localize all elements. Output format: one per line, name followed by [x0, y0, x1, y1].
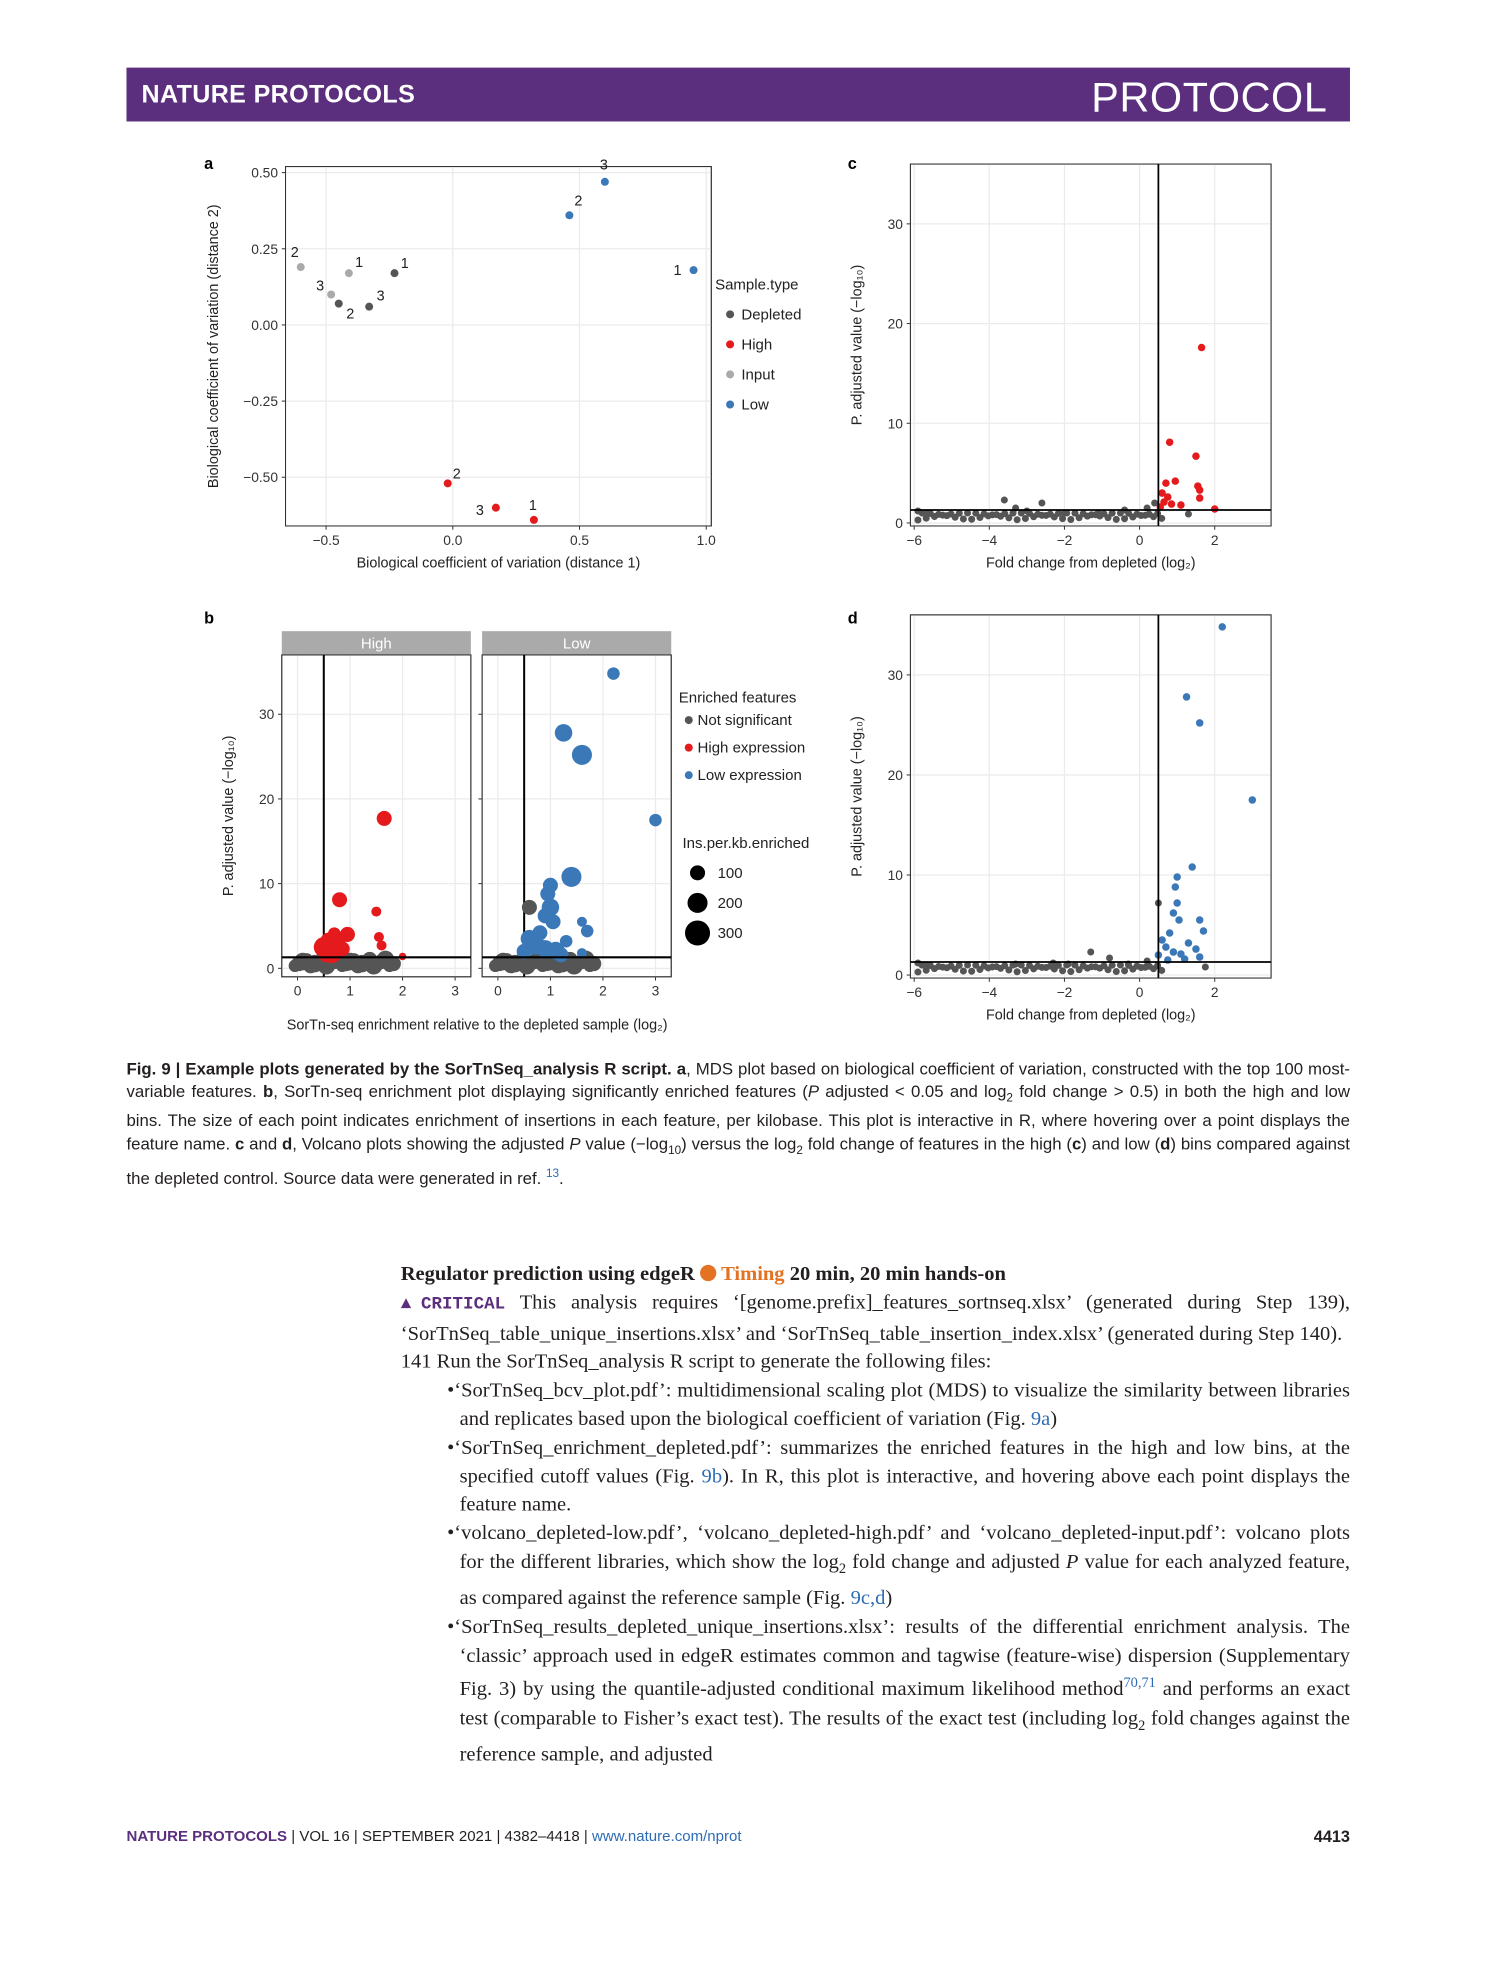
x-tick-label: −6	[906, 984, 923, 1000]
point-low-expression	[607, 667, 620, 680]
bullet-volcano	[401, 1519, 1350, 1613]
caption-b-text3: fold change > 0.5) in both the high and low bins. The size of each point indicates enrichment of insertions in each feature, per kilobase. This plot is interactive in R, where hovering over a point displays the feature name.	[126, 1082, 1350, 1154]
bullet3-mid: fold change and adjusted	[846, 1549, 1066, 1573]
point-significant	[1172, 477, 1180, 485]
point-not-significant	[1185, 510, 1192, 517]
legend-swatch-high	[726, 340, 734, 348]
x-axis-label: Fold change from depleted (log₂)	[985, 1007, 1196, 1024]
point-not-significant	[968, 516, 975, 523]
x-tick-label: 2	[398, 983, 407, 999]
y-tick-label: −0.25	[243, 394, 279, 410]
point-not-significant	[1087, 949, 1094, 956]
mds-point-depleted-2	[335, 300, 343, 308]
critical-text: This analysis requires ‘[genome.prefix]_features_sortnseq.xlsx’ (generated during Step 139), ‘SorTnSeq_table_unique_insertions.xlsx’ and ‘SorTnSeq_table_insertion_index.xlsx’ (generated during Step 140).	[400, 1289, 1350, 1345]
footer-details: | VOL 16 | SEPTEMBER 2021 | 4382–4418 |	[287, 1827, 593, 1845]
mds-point-low-1	[690, 266, 698, 274]
mds-point-label: 2	[574, 193, 583, 210]
legend-title: Sample.type	[715, 276, 799, 294]
legend-label: High expression	[697, 739, 806, 757]
x-tick-label: 2	[1210, 984, 1219, 1000]
caption-cd-text5: ) and low (	[1081, 1134, 1161, 1154]
bullet3-text: •‘volcano_depleted-low.pdf’, ‘volcano_depleted-high.pdf’ and ‘volcano_depleted-input.pdf’: volcano plots for the different libraries, which show the log	[447, 1520, 1350, 1573]
point-significant	[1162, 943, 1170, 951]
caption-a-label: a	[676, 1059, 687, 1079]
legend-label-high: High	[741, 336, 773, 354]
section-title: Regulator prediction using edgeR	[400, 1261, 695, 1285]
point-significant	[1211, 505, 1219, 513]
bullet3-end: )	[885, 1585, 893, 1610]
step-141: 141 Run the SorTnSeq_analysis R script to generate the following files:	[400, 1349, 992, 1374]
point-significant	[1249, 796, 1257, 804]
caption-b-text2: adjusted < 0.05 and log	[819, 1082, 1007, 1102]
article-type: PROTOCOL	[1091, 73, 1328, 121]
point-significant	[1196, 486, 1204, 494]
mds-point-high-3	[492, 504, 500, 512]
point-not-significant	[914, 516, 921, 523]
ref-70-71-link[interactable]: 70,71	[1123, 1676, 1156, 1692]
y-tick-label: 20	[887, 316, 903, 332]
point-not-significant	[1023, 508, 1030, 515]
y-tick-label: 0	[266, 961, 275, 977]
timing-value: 20 min, 20 min hands-on	[789, 1261, 1006, 1285]
point-significant	[1192, 945, 1200, 953]
x-tick-label: 3	[651, 983, 660, 999]
legend-title: Enriched features	[678, 689, 797, 707]
plot-area	[910, 164, 1271, 526]
body-text	[401, 1260, 1350, 1769]
point-low-expression	[572, 745, 592, 765]
size-legend-swatch	[690, 865, 705, 880]
bullet3-mid2: value for each analyzed feature, as compared against the reference sample (Fig.	[459, 1549, 1350, 1610]
point-not-significant	[1158, 515, 1165, 522]
point-significant	[1175, 916, 1183, 924]
x-tick-label: −0.5	[312, 532, 340, 548]
volcano-plot-panel-d	[850, 615, 1272, 1023]
point-significant	[1168, 500, 1176, 508]
fig-9a-link[interactable]: 9a	[1030, 1406, 1051, 1431]
figure-caption	[126, 1058, 1349, 1191]
point-not-significant	[1158, 967, 1165, 974]
point-high-expression	[377, 811, 392, 826]
x-tick-label: 1	[346, 983, 354, 999]
bullet1-text: •‘SorTnSeq_bcv_plot.pdf’: multidimensional scaling plot (MDS) to visualize the similarity between libraries and replicates based upon the biological coefficient of variation (Fig.	[447, 1377, 1350, 1431]
y-tick-label: 0.50	[251, 165, 279, 181]
plot-area	[282, 655, 471, 977]
y-axis-label: P. adjusted value (−log₁₀)	[220, 735, 237, 897]
point-significant	[1196, 953, 1204, 961]
point-not-significant	[522, 900, 537, 915]
x-tick-label: −6	[906, 532, 923, 548]
y-tick-label: 30	[887, 216, 903, 232]
mds-point-input-2	[297, 263, 305, 271]
x-tick-label: 0	[1135, 984, 1144, 1000]
size-legend-swatch	[685, 920, 710, 945]
enrichment-plot-panel-b	[221, 631, 809, 1033]
legend-label-depleted: Depleted	[741, 306, 802, 324]
point-low-expression	[581, 925, 594, 938]
legend-label: Low expression	[697, 767, 802, 785]
mds-point-label: 2	[452, 466, 461, 483]
point-not-significant	[1001, 497, 1008, 504]
mds-point-label: 2	[290, 245, 299, 262]
bullet2-text: •‘SorTnSeq_enrichment_depleted.pdf’: summarizes the enriched features in the high and low bins, at the specified cutoff values (Fig.	[447, 1434, 1350, 1488]
mds-point-depleted-1	[390, 269, 398, 277]
legend-label-input: Input	[741, 366, 775, 384]
volcano-plot-panel-c	[850, 164, 1272, 571]
point-low-expression	[546, 914, 561, 929]
size-legend-label: 300	[717, 924, 743, 942]
point-significant	[1166, 929, 1174, 937]
y-tick-label: 20	[887, 767, 903, 783]
bullet4-sub: 2	[1138, 1718, 1146, 1734]
caption-c-label: c	[235, 1134, 245, 1154]
facet-strip-label: Low	[562, 635, 591, 653]
footer-journal: NATURE PROTOCOLS	[126, 1827, 288, 1845]
y-axis-label: P. adjusted value (−log₁₀)	[849, 716, 866, 877]
critical-note	[401, 1288, 1350, 1348]
critical-label: ▲CRITICAL	[400, 1294, 506, 1315]
caption-cd-text1: , Volcano plots showing the adjusted	[292, 1134, 570, 1154]
point-significant	[1196, 719, 1204, 727]
mds-point-label: 3	[475, 503, 484, 520]
plot-area	[910, 615, 1271, 978]
caption-title: Fig. 9 | Example plots generated by the SorTnSeq_analysis R script.	[126, 1059, 672, 1079]
panel-label-a: a	[204, 155, 214, 174]
x-axis-label: SorTn-seq enrichment relative to the depleted sample (log₂)	[286, 1017, 668, 1034]
legend-swatch	[685, 744, 693, 752]
mds-point-input-3	[327, 290, 335, 298]
point-not-significant	[1014, 516, 1021, 523]
page-number: 4413	[1313, 1827, 1350, 1846]
x-tick-label: 2	[599, 983, 607, 999]
x-tick-label: 2	[1210, 532, 1219, 548]
point-significant	[1173, 899, 1181, 907]
legend-label: Not significant	[697, 712, 792, 730]
mds-point-high-1	[530, 516, 538, 524]
caption-d-label: d	[282, 1134, 293, 1154]
caption-b-text1: , SorTn-seq enrichment plot displaying significantly enriched features (	[273, 1082, 808, 1102]
point-significant	[1196, 494, 1204, 502]
point-significant	[1170, 909, 1178, 917]
point-not-significant	[960, 967, 967, 974]
point-not-significant	[1113, 516, 1120, 523]
mds-point-label: 1	[673, 263, 682, 280]
bullet4-text: •‘SorTnSeq_results_depleted_unique_insertions.xlsx’: results of the differential enrichment analysis. The ‘classic’ approach used in edgeR estimates common and tagwise (feature-wise) dispersion (Supplementary Fig. 3) by using the quantile-adjusted conditional maximum likelihood method	[447, 1614, 1350, 1701]
point-high-expression	[371, 907, 381, 917]
point-not-significant	[914, 969, 921, 976]
size-legend-title: Ins.per.kb.enriched	[682, 834, 810, 852]
legend-swatch	[685, 771, 693, 779]
point-significant	[1200, 927, 1208, 935]
bullet4-end: fold changes against the reference sample, and adjusted	[459, 1705, 1350, 1766]
point-significant	[1177, 501, 1185, 509]
point-high-expression	[319, 947, 334, 962]
mds-plot-panel-a	[206, 157, 802, 571]
y-axis-label: P. adjusted value (−log₁₀)	[849, 264, 866, 426]
caption-cd-text4: fold change of features in the high (	[802, 1134, 1072, 1154]
caption-cd-sub10: 10	[668, 1144, 682, 1157]
point-significant	[1196, 916, 1204, 924]
point-significant	[1188, 863, 1196, 871]
point-not-significant	[1067, 968, 1074, 975]
x-tick-label: −2	[1056, 984, 1073, 1000]
y-tick-label: 30	[258, 707, 275, 723]
mds-point-high-2	[444, 479, 452, 487]
plot-area	[482, 655, 671, 977]
y-tick-label: 10	[258, 876, 275, 892]
y-tick-label: −0.50	[243, 470, 279, 486]
caption-cd-c: c	[1071, 1134, 1082, 1154]
x-tick-label: 1.0	[696, 532, 716, 548]
y-tick-label: 0	[895, 515, 903, 531]
caption-b-sub: 2	[1006, 1092, 1013, 1105]
y-tick-label: 10	[887, 416, 903, 432]
point-low-expression	[649, 814, 662, 827]
y-tick-label: 0.00	[251, 317, 279, 333]
caption-cd-sub2: 2	[796, 1144, 803, 1157]
mds-point-label: 1	[355, 254, 364, 271]
point-low-expression	[553, 947, 568, 962]
timing-dot-icon	[700, 1265, 716, 1281]
bullet-enrichment	[401, 1434, 1350, 1520]
point-not-significant	[1144, 958, 1151, 965]
journal-name: NATURE PROTOCOLS	[141, 81, 416, 109]
mds-point-label: 3	[599, 157, 608, 174]
mds-point-depleted-3	[365, 303, 373, 311]
bullet4-mid: and performs an exact test (comparable to Fisher’s exact test). The results of the exact test (including log	[459, 1676, 1350, 1730]
caption-ref-link[interactable]: 13	[545, 1167, 560, 1180]
fig-9cd-link[interactable]: 9c,d	[850, 1585, 886, 1610]
caption-b-p: P	[807, 1082, 820, 1102]
point-significant	[1170, 948, 1178, 956]
legend-swatch-input	[726, 370, 734, 378]
point-high-expression	[377, 940, 387, 950]
x-tick-label: 0	[494, 983, 502, 999]
point-not-significant	[1113, 968, 1120, 975]
point-not-significant	[960, 515, 967, 522]
x-tick-label: 0.0	[443, 532, 463, 548]
caption-a-text: , MDS plot based on biological coefficient of variation, constructed with the top 100 most-variable features.	[126, 1059, 1350, 1102]
point-not-significant	[1059, 967, 1066, 974]
point-significant	[1172, 883, 1180, 891]
section-heading	[401, 1260, 1350, 1289]
caption-cd-d: d	[1160, 1134, 1171, 1154]
legend-swatch-depleted	[726, 310, 734, 318]
x-tick-label: 0	[293, 983, 302, 999]
point-not-significant	[1014, 968, 1021, 975]
point-significant	[1192, 452, 1200, 460]
size-legend-label: 200	[717, 894, 743, 912]
mds-point-label: 1	[528, 497, 537, 514]
size-legend-swatch	[688, 893, 708, 913]
point-not-significant	[914, 960, 921, 967]
point-significant	[1183, 693, 1191, 701]
y-axis-label: Biological coefficient of variation (distance 2)	[205, 204, 222, 489]
y-tick-label: 0	[895, 968, 903, 984]
x-tick-label: −4	[981, 532, 998, 548]
legend-swatch	[685, 716, 693, 724]
bullet-bcv-plot	[401, 1377, 1350, 1434]
point-not-significant	[1202, 964, 1209, 971]
x-tick-label: −4	[981, 984, 998, 1000]
legend-label-low: Low	[741, 396, 769, 414]
legend-swatch-low	[726, 400, 734, 408]
point-high-expression	[374, 932, 384, 942]
point-significant	[1166, 438, 1174, 446]
mds-point-label: 3	[316, 278, 325, 295]
point-not-significant	[1067, 516, 1074, 523]
footer-url-link[interactable]: www.nature.com/nprot	[592, 1827, 742, 1845]
plot-area	[286, 167, 712, 526]
facet-strip-label: High	[360, 635, 392, 653]
point-significant	[1218, 623, 1226, 631]
bullet3-p: P	[1065, 1549, 1079, 1573]
caption-and: and	[244, 1134, 283, 1154]
x-axis-label: Fold change from depleted (log₂)	[985, 555, 1196, 572]
point-significant	[1173, 873, 1181, 881]
mds-point-low-3	[601, 178, 609, 186]
point-significant	[1158, 936, 1166, 944]
point-not-significant	[968, 968, 975, 975]
x-tick-label: 0	[1135, 532, 1144, 548]
bullet1-end: )	[1050, 1406, 1058, 1431]
panel-label-b: b	[204, 609, 215, 628]
panel-label-d: d	[847, 609, 858, 628]
mds-point-low-2	[565, 211, 573, 219]
point-not-significant	[1050, 960, 1057, 967]
size-legend-label: 100	[717, 864, 743, 882]
fig-9b-link[interactable]: 9b	[701, 1463, 723, 1488]
point-not-significant	[1106, 955, 1113, 962]
mds-point-label: 1	[400, 256, 409, 273]
point-not-significant	[914, 508, 921, 515]
x-tick-label: 1	[546, 983, 555, 999]
mds-point-input-1	[345, 269, 353, 277]
x-tick-label: 0.5	[569, 532, 590, 548]
caption-cd-text6: ) bins compared against the depleted control. Source data were generated in ref.	[126, 1134, 1350, 1188]
x-tick-label: −2	[1056, 532, 1073, 548]
point-significant	[1162, 479, 1170, 487]
x-tick-label: 3	[451, 983, 459, 999]
bullet2-end: ). In R, this plot is interactive, and hovering above each point displays the feature name.	[459, 1463, 1350, 1516]
caption-b-label: b	[262, 1082, 274, 1102]
point-not-significant	[1038, 500, 1045, 507]
timing-label: Timing	[721, 1261, 785, 1285]
footer-citation	[126, 1827, 741, 1845]
y-tick-label: 20	[258, 791, 275, 807]
caption-end: .	[559, 1168, 564, 1188]
point-significant	[1185, 939, 1193, 947]
mds-point-label: 3	[376, 288, 385, 305]
caption-cd-text2: value (−log	[580, 1134, 669, 1154]
caption-cd-p: P	[569, 1134, 581, 1154]
bullet3-sub: 2	[838, 1561, 847, 1577]
point-low-expression	[555, 724, 573, 742]
point-not-significant	[386, 956, 401, 971]
caption-cd-text3: ) versus the log	[681, 1134, 797, 1154]
y-tick-label: 30	[887, 667, 903, 683]
point-significant	[1198, 344, 1206, 352]
mds-point-label: 2	[346, 306, 355, 323]
bullet-results	[401, 1613, 1350, 1769]
point-high-expression	[332, 892, 347, 907]
y-tick-label: 0.25	[251, 241, 279, 257]
panel-label-c: c	[847, 155, 857, 174]
x-axis-label: Biological coefficient of variation (distance 1)	[356, 555, 641, 572]
y-tick-label: 10	[887, 868, 903, 884]
point-low-expression	[561, 867, 581, 887]
